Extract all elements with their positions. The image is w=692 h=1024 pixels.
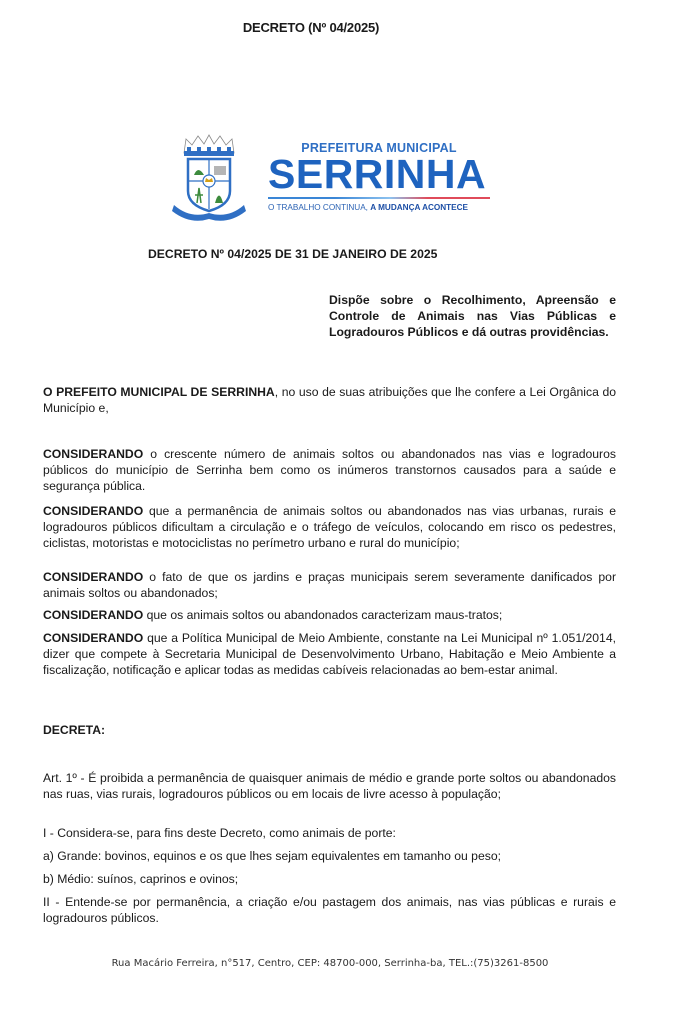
prefeitura-logo <box>170 133 490 221</box>
decree-ementa: Dispõe sobre o Recolhimento, Apreensão e Controle de Animais nas Vias Públicas e Logradouros Públicos e dá outras providências. <box>329 293 616 339</box>
considerando-text: que a Política Municipal de Meio Ambiente, constante na Lei Municipal nº 1.051/2014, dizer que compete à Secretaria Municipal de Desenvolvimento Urbano, Habitação e Meio Ambiente a fiscalização, notificação e aplicar todas as medidas cabíveis relacionadas ao bem-estar animal. <box>43 631 616 677</box>
preamble <box>43 384 616 416</box>
footer-address: Rua Macário Ferreira, n°517, Centro, CEP: 48700-000, Serrinha-ba, TEL.:(75)3261-8500 <box>111 958 549 969</box>
considerando-label: CONSIDERANDO <box>43 631 144 645</box>
article-1-item-a: a) Grande: bovinos, equinos e os que lhes sejam equivalentes em tamanho ou peso; <box>43 849 501 863</box>
decree-title: DECRETO Nº 04/2025 DE 31 DE JANEIRO DE 2025 <box>148 247 438 261</box>
logo-slogan <box>268 203 490 212</box>
logo-city-name: SERRINHA <box>268 151 487 197</box>
considerando-text: que a permanência de animais soltos ou abandonados nas vias urbanas, rurais e logradouros públicos dificultam a circulação e o tráfego de veículos, colocando em risco os pedestres, ciclistas, motoristas e motociclistas no perímetro urbano e rural do município; <box>43 504 616 550</box>
article-1-item-i: I - Considera-se, para fins deste Decreto, como animais de porte: <box>43 826 396 840</box>
considerando-text: o crescente número de animais soltos ou abandonados nas vias e logradouros públicos do município de Serrinha bem como os inúmeros transtornos causados para a saúde e segurança pública. <box>43 447 616 493</box>
logo-divider <box>268 197 490 199</box>
considerando-2 <box>43 503 616 551</box>
logo-subtitle: PREFEITURA MUNICIPAL <box>301 141 457 155</box>
decreta-heading: DECRETA: <box>43 723 106 737</box>
article-1: Art. 1º - É proibida a permanência de quaisquer animais de médio e grande porte soltos ou abandonados nas ruas, vias rurais, logradouros públicos ou em locais de livre acesso à população; <box>43 771 616 801</box>
considerando-label: CONSIDERANDO <box>43 608 144 622</box>
considerando-label: CONSIDERANDO <box>43 570 144 584</box>
slogan-part-1: O TRABALHO CONTINUA, <box>268 203 368 212</box>
article-1-item-b: b) Médio: suínos, caprinos e ovinos; <box>43 872 239 886</box>
considerando-1 <box>43 446 616 494</box>
document-header-title: DECRETO (Nº 04/2025) <box>242 20 380 35</box>
preamble-text: , no uso de suas atribuições que lhe confere a Lei Orgânica do Município e, <box>43 385 616 415</box>
article-1-item-ii: II - Entende-se por permanência, a criação e/ou pastagem dos animais, nas vias públicas e rurais e logradouros públicos. <box>43 895 616 925</box>
considerando-4 <box>43 607 616 623</box>
slogan-part-2: A MUDANÇA ACONTECE <box>370 203 469 212</box>
considerando-label: CONSIDERANDO <box>43 447 144 461</box>
considerando-3 <box>43 569 616 601</box>
municipal-crest-icon <box>170 133 248 221</box>
preamble-bold: O PREFEITO MUNICIPAL DE SERRINHA <box>43 385 275 399</box>
considerando-label: CONSIDERANDO <box>43 504 144 518</box>
considerando-5 <box>43 630 616 678</box>
considerando-text: o fato de que os jardins e praças municipais serem severamente danificados por animais soltos ou abandonados; <box>43 570 616 600</box>
considerando-text: que os animais soltos ou abandonados caracterizam maus-tratos; <box>143 608 503 622</box>
